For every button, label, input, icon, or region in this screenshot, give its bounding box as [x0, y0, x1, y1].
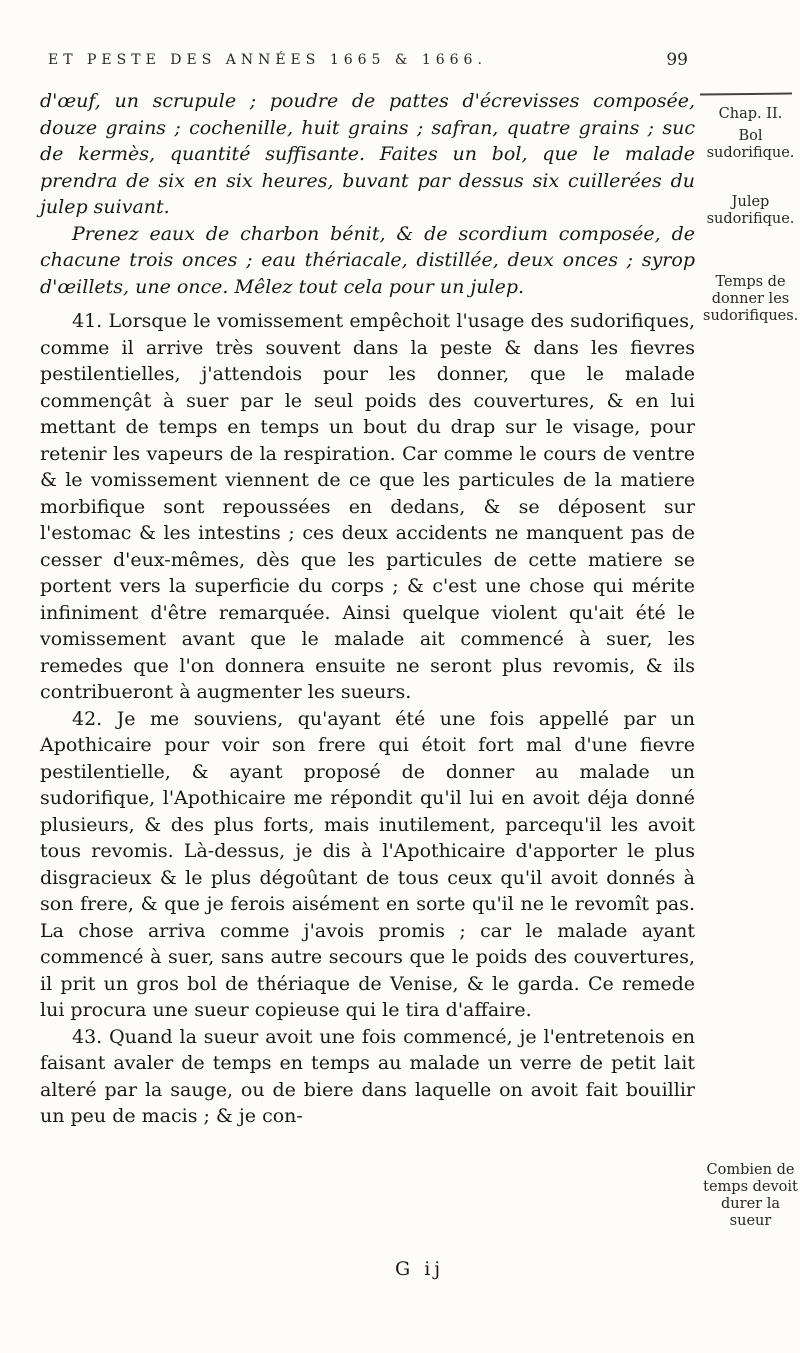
margin-rule [700, 93, 792, 96]
margin-chapter: Chap. II. [718, 106, 783, 122]
paragraph-41: 41. Lorsque le vomissement empêchoit l'usage des sudorifiques, comme il arrive très souvent dans la peste & dans les fievres pestilentielles, j'attendois pour les donner, que le malade commençât à suer par le seul poids des couvertures, & en lui mettant de temps en temps un bout du drap sur le visage, pour retenir les vapeurs de la respiration. Car comme le cours de ventre & le vomissement viennent de ce que les particules de la matiere morbifique sont repoussées en dedans, & se déposent sur l'estomac & les intestins ; ces deux accidents ne manquent pas de cesser d'eux-mêmes, dès que les particules de cette matiere se portent vers la superficie du corps ; & c'est une chose qui mérite infiniment d'être remarquée. Ainsi quelque violent qu'ait été le vomissement avant que le malade ait commencé à suer, les remedes que l'on donnera ensuite ne seront plus revomis, & ils contribueront à augmenter les sueurs. [40, 310, 695, 703]
running-header [48, 52, 688, 68]
margin-note-temps: Temps de donner les sudorifiques. [703, 274, 799, 324]
margin-note-bol: Bol sudorifique. [706, 128, 795, 161]
margin-note-combien: Combien de temps devoit durer la sueur [703, 1162, 798, 1229]
paragraph-42: 42. Je me souviens, qu'ayant été une fois appellé par un Apothicaire pour voir son frere qui étoit fort mal d'une fievre pestilentielle, & ayant proposé de donner au malade un sudorifique, l'Apothicaire me répondit qu'il lui en avoit déja donné plusieurs, & des plus forts, mais inutilement, parcequ'il les avoit tous revomis. Là-dessus, je dis à l'Apothicaire d'apporter le plus disgracieux & le plus dégoûtant de tous ceux qu'il avoit donnés à son frere, & que je ferois aisément en sorte qu'il ne le revomît pas. La chose arriva comme j'avois promis ; car le malade ayant commencé à suer, sans autre secours que le poids des couvertures, il prit un gros bol de thériaque de Venise, & le garda. Ce remede lui procura une sueur copieuse qui le tira d'affaire. [40, 707, 695, 1021]
margin-note-julep: Julep sudorifique. [706, 194, 795, 227]
paragraph-43: 43. Quand la sueur avoit une fois commencé, je l'entretenois en faisant avaler de temps en temps au malade un verre de petit lait alteré par la sauge, ou de biere dans laquelle on avoit fait bouillir un peu de macis ; & je con- [40, 1025, 695, 1127]
paragraph-recipe-julep: Prenez eaux de charbon bénit, & de scordium composée, de chacune trois onces ; eau thériacale, distillée, deux onces ; syrop d'œillets, une once. Mêlez tout cela pour un julep. [40, 222, 695, 298]
main-text [40, 88, 695, 1130]
running-title: ET PESTE DES ANNÉES 1665 & 1666. [48, 52, 487, 68]
paragraph-recipe-bol: d'œuf, un scrupule ; poudre de pattes d'écrevisses composée, douze grains ; cochenille, huit grains ; safran, quatre grains ; suc de kermès, quantité suffisante. Faites un bol, que le malade prendra de six en six heures, buvant par dessus six cuillerées du julep suivant. [40, 90, 695, 218]
page-number: 99 [666, 50, 688, 70]
signature-mark: G ij [395, 1258, 445, 1280]
